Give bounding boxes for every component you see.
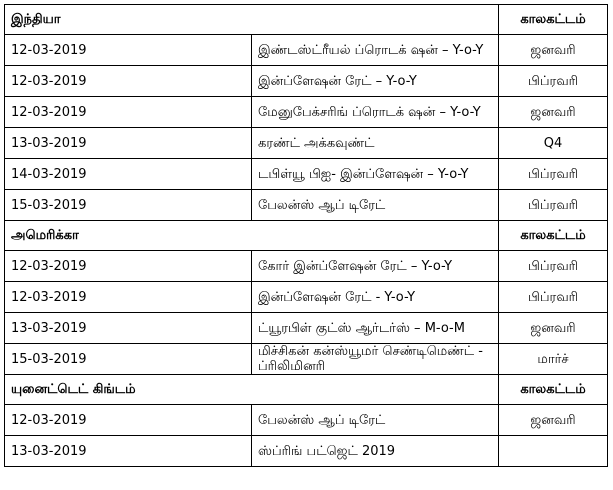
event-cell: ட்யூரபிள் குட்ஸ் ஆர்டர்ஸ் – M-o-M — [252, 313, 499, 344]
period-cell — [499, 436, 608, 467]
period-header: காலகட்டம் — [499, 221, 608, 251]
table-row — [5, 190, 608, 221]
period-cell: ஜனவரி — [499, 405, 608, 436]
event-cell: இன்ப்ளேஷன் ரேட் - Y-o-Y — [252, 282, 499, 313]
event-cell: டபிள்யூ பிஐ- இன்ப்ளேஷன் – Y-o-Y — [252, 159, 499, 190]
date-cell: 13-03-2019 — [5, 128, 252, 159]
table-row — [5, 66, 608, 97]
period-cell: பிப்ரவரி — [499, 190, 608, 221]
date-cell: 15-03-2019 — [5, 190, 252, 221]
table-row — [5, 128, 608, 159]
period-header: காலகட்டம் — [499, 5, 608, 35]
economic-calendar-table — [4, 4, 608, 467]
date-cell: 12-03-2019 — [5, 66, 252, 97]
date-cell: 14-03-2019 — [5, 159, 252, 190]
event-cell: பேலன்ஸ் ஆப் டிரேட் — [252, 190, 499, 221]
table-row — [5, 251, 608, 282]
table-row — [5, 282, 608, 313]
period-cell: ஜனவரி — [499, 313, 608, 344]
section-header-usa — [5, 221, 608, 251]
period-cell: மார்ச் — [499, 344, 608, 375]
date-cell: 12-03-2019 — [5, 405, 252, 436]
section-header-india — [5, 5, 608, 35]
period-cell: ஜனவரி — [499, 97, 608, 128]
table-row — [5, 405, 608, 436]
date-cell: 13-03-2019 — [5, 313, 252, 344]
event-cell: இண்டஸ்ட்ரீயல் ப்ரொடக் ஷன் – Y-o-Y — [252, 35, 499, 66]
period-cell: பிப்ரவரி — [499, 282, 608, 313]
date-cell: 12-03-2019 — [5, 282, 252, 313]
period-header: காலகட்டம் — [499, 375, 608, 405]
period-cell: பிப்ரவரி — [499, 159, 608, 190]
table-row — [5, 97, 608, 128]
event-cell: கரண்ட் அக்கவுண்ட் — [252, 128, 499, 159]
table-row — [5, 436, 608, 467]
date-cell: 15-03-2019 — [5, 344, 252, 375]
date-cell: 12-03-2019 — [5, 251, 252, 282]
country-label: யுனைட்டெட் கிங்டம் — [5, 375, 499, 405]
period-cell: பிப்ரவரி — [499, 66, 608, 97]
table-row — [5, 35, 608, 66]
period-cell: ஜனவரி — [499, 35, 608, 66]
event-cell: கோர் இன்ப்ளேஷன் ரேட் – Y-o-Y — [252, 251, 499, 282]
event-cell: இன்ப்ளேஷன் ரேட் – Y-o-Y — [252, 66, 499, 97]
period-cell: பிப்ரவரி — [499, 251, 608, 282]
date-cell: 13-03-2019 — [5, 436, 252, 467]
country-label: அமெரிக்கா — [5, 221, 499, 251]
date-cell: 12-03-2019 — [5, 97, 252, 128]
country-label: இந்தியா — [5, 5, 499, 35]
event-cell: மிச்சிகன் கன்ஸ்யூமர் செண்டிமெண்ட் - ப்ரிலிமினரி — [252, 344, 499, 375]
event-cell: ஸ்ப்ரிங் பட்ஜெட் 2019 — [252, 436, 499, 467]
period-cell: Q4 — [499, 128, 608, 159]
table-row — [5, 344, 608, 375]
date-cell: 12-03-2019 — [5, 35, 252, 66]
table-row — [5, 313, 608, 344]
section-header-uk — [5, 375, 608, 405]
event-cell: பேலன்ஸ் ஆப் டிரேட் — [252, 405, 499, 436]
table-row — [5, 159, 608, 190]
event-cell: மேனுபேக்சரிங் ப்ரொடக் ஷன் – Y-o-Y — [252, 97, 499, 128]
